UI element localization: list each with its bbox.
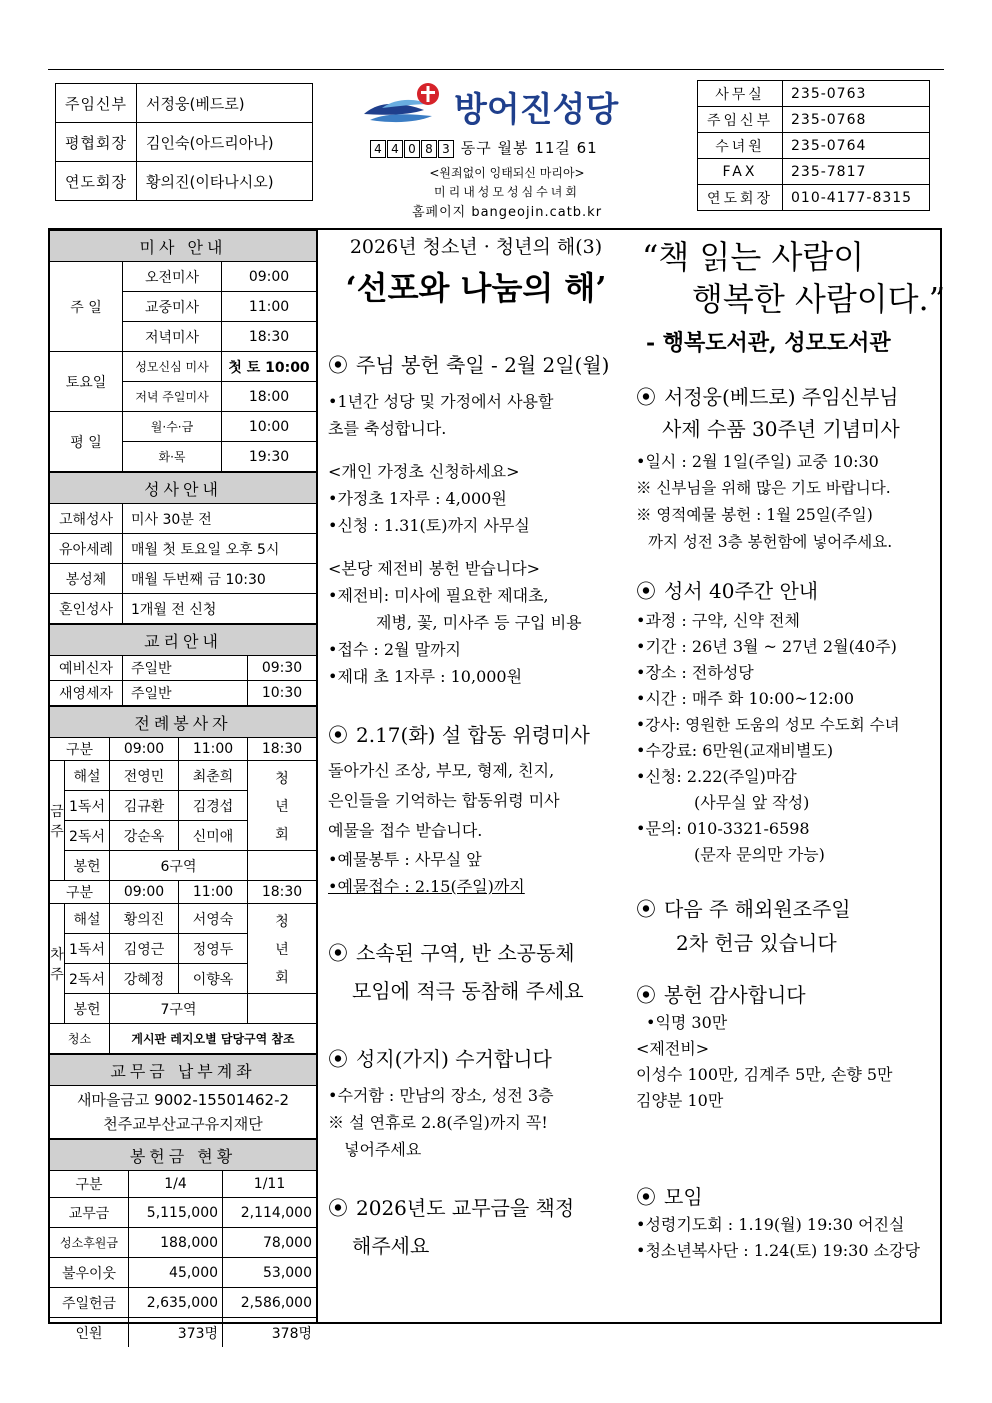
notice-title: ⦿ 서정웅(베드로) 주임신부님 xyxy=(636,382,936,412)
notice-title: 모임에 적극 동참해 주세요 xyxy=(352,979,584,1003)
notice-title: ⦿ 성지(가지) 수거합니다 xyxy=(328,1044,624,1074)
notice-line: •수거함 : 만남의 장소, 성전 3층 xyxy=(328,1086,554,1105)
server-name: 이향옥 xyxy=(178,964,247,994)
catechism-row xyxy=(50,656,316,681)
notice-line: •가정초 1자루 : 4,000원 xyxy=(328,489,507,508)
sacrament-info: 미사 30분 전 xyxy=(123,504,317,534)
column-header: 11:00 xyxy=(178,881,247,904)
offering-amount: 78,000 xyxy=(223,1228,316,1258)
notice-title: ⦿ 주님 봉헌 축일 - 2월 2일(월) xyxy=(328,350,624,380)
contact-row xyxy=(698,107,930,133)
contact-row xyxy=(698,133,930,159)
column-header: 1/4 xyxy=(129,1171,223,1198)
column-header: 11:00 xyxy=(178,738,247,761)
catechism-table xyxy=(50,624,316,706)
offering-amount: 2,635,000 xyxy=(129,1288,223,1318)
notice-meetings xyxy=(636,1182,936,1264)
liturgy-servers-table xyxy=(50,706,316,1054)
catechism-row xyxy=(50,681,316,706)
day-label: 주 일 xyxy=(50,262,123,352)
server-role: 해설 xyxy=(65,761,110,791)
server-name: 서영숙 xyxy=(178,904,247,934)
info-sidebar xyxy=(50,230,316,1347)
offering-amount: 5,115,000 xyxy=(129,1198,223,1228)
offerings-table xyxy=(50,1139,316,1347)
notice-second-collection xyxy=(636,894,936,958)
account-number: 새마을금고 9002-15501462-2 xyxy=(76,1091,290,1109)
cleaning-info: 게시판 레지오별 담당구역 참조 xyxy=(110,1024,317,1054)
notice-community xyxy=(328,938,624,1006)
notice-presentation-feast xyxy=(328,350,624,690)
server-role: 1독서 xyxy=(65,934,110,964)
notice-line: •장소 : 전하성당 xyxy=(636,663,754,682)
section-header: 교무금 납부계좌 xyxy=(50,1055,316,1086)
catechism-group: 새영세자 xyxy=(50,681,123,706)
section-header: 봉헌금 현황 xyxy=(50,1140,316,1171)
column-header: 18:30 xyxy=(248,881,317,904)
notice-anniversary-mass xyxy=(636,382,936,556)
leader-row xyxy=(56,84,313,123)
notice-line: •강사: 영원한 도움의 성모 수도회 수녀 xyxy=(636,716,900,734)
account-info xyxy=(50,1086,316,1139)
cleaning-label: 청소 xyxy=(50,1024,110,1054)
sacrament-name: 고해성사 xyxy=(50,504,123,534)
notice-line: 돌아가신 조상, 부모, 형제, 친지, xyxy=(328,761,555,780)
offering-category: 교무금 xyxy=(50,1198,129,1228)
contact-number: 235-0764 xyxy=(783,133,930,159)
offering-amount: 45,000 xyxy=(129,1258,223,1288)
catechism-class: 주일반 xyxy=(123,656,248,681)
contact-row xyxy=(698,81,930,107)
notice-line: •예물봉투 : 사무실 앞 xyxy=(328,850,482,869)
notice-title: 2차 헌금 있습니다 xyxy=(676,931,837,955)
notice-line: •접수 : 2월 말까지 xyxy=(328,640,462,659)
notice-title: ⦿ 모임 xyxy=(636,1182,936,1212)
offering-district: 7구역 xyxy=(110,994,248,1024)
server-name: 김경섭 xyxy=(178,791,247,821)
notice-line: •문의: 010-3321-6598 xyxy=(636,819,810,838)
mass-time: 18:00 xyxy=(222,382,317,412)
sacrament-info: 매월 두번째 금 10:30 xyxy=(123,564,317,594)
zip-digit: 0 xyxy=(404,140,420,158)
sacrament-row xyxy=(50,504,316,534)
notice-line: 김양분 10만 xyxy=(636,1091,724,1110)
server-youth-char: 청 xyxy=(275,913,289,930)
sacraments-table xyxy=(50,472,316,624)
sacrament-row xyxy=(50,534,316,564)
offering-amount: 188,000 xyxy=(129,1228,223,1258)
zip-digit: 8 xyxy=(421,140,437,158)
server-name: 황의진 xyxy=(110,904,179,934)
mass-name: 저녁 주일미사 xyxy=(123,382,222,412)
notice-line: •성령기도회 : 1.19(월) 19:30 어진실 xyxy=(636,1215,905,1234)
server-row xyxy=(50,761,316,791)
section-header: 전례봉사자 xyxy=(50,707,316,738)
column-header: 18:30 xyxy=(248,738,317,761)
notice-line: 이성수 100만, 김계주 5만, 손향 5만 xyxy=(636,1065,893,1084)
announcements-middle xyxy=(328,232,624,1261)
mass-name: 월·수·금 xyxy=(123,412,222,442)
contact-number: 235-0768 xyxy=(783,107,930,133)
leader-row xyxy=(56,123,313,162)
offering-row xyxy=(50,1288,316,1318)
leader-row xyxy=(56,162,313,201)
notice-line: •제전비: 미사에 필요한 제대초, xyxy=(328,586,549,605)
zip-digit: 3 xyxy=(438,140,454,158)
contact-number: 235-0763 xyxy=(783,81,930,107)
server-name: 강순옥 xyxy=(110,821,179,851)
column-header: 09:00 xyxy=(110,881,179,904)
mass-schedule-table xyxy=(50,230,316,472)
leader-role: 주임신부 xyxy=(56,84,137,123)
parish-logo xyxy=(362,80,652,128)
notice-line: 까지 성전 3층 봉헌함에 넣어주세요. xyxy=(648,533,893,551)
mass-time: 09:00 xyxy=(222,262,317,292)
sacrament-name: 봉성체 xyxy=(50,564,123,594)
contact-row xyxy=(698,159,930,185)
server-role: 2독서 xyxy=(65,964,110,994)
offering-amount: 53,000 xyxy=(223,1258,316,1288)
offering-category: 불우이웃 xyxy=(50,1258,129,1288)
contact-number: 235-7817 xyxy=(783,159,930,185)
notice-title: ⦿ 2.17(화) 설 합동 위령미사 xyxy=(328,720,624,750)
notice-title: ⦿ 소속된 구역, 반 소공동체 xyxy=(328,938,624,968)
notice-line: <제전비> xyxy=(636,1039,710,1058)
parish-address xyxy=(370,137,598,158)
catechism-group: 예비신자 xyxy=(50,656,123,681)
cleaning-row xyxy=(50,1024,316,1054)
mass-name: 교중미사 xyxy=(123,292,222,322)
server-youth-char: 청 xyxy=(275,770,289,787)
leader-role: 평협회장 xyxy=(56,123,137,162)
offering-district: 6구역 xyxy=(110,851,248,881)
leader-name: 서정웅(베드로) xyxy=(137,84,313,123)
leader-name: 황의진(이타나시오) xyxy=(137,162,313,201)
notice-line: ※ 신부님을 위해 많은 기도 바랍니다. xyxy=(636,479,891,497)
parish-emblem-icon xyxy=(362,80,450,128)
notice-title: ⦿ 성서 40주간 안내 xyxy=(636,576,936,606)
notice-thanks xyxy=(636,980,936,1114)
notice-bible-course xyxy=(636,576,936,868)
mass-name: 성모신심 미사 xyxy=(123,352,222,382)
catechism-time: 09:30 xyxy=(248,656,317,681)
section-header: 성사안내 xyxy=(50,473,316,504)
notice-line: (사무실 앞 작성) xyxy=(694,793,810,812)
homepage-link[interactable]: 홈페이지 bangeojin.catb.kr xyxy=(411,205,603,220)
server-name: 김영근 xyxy=(110,934,179,964)
notice-line: 초를 축성합니다. xyxy=(328,419,447,438)
column-header: 1/11 xyxy=(223,1171,316,1198)
server-youth-char: 회 xyxy=(275,826,289,843)
notice-line: ※ 설 연휴로 2.8(주일)까지 꼭! xyxy=(328,1113,548,1132)
congregation-name: 미리내성모성심수녀회 xyxy=(434,185,580,199)
contact-label: 주임신부 xyxy=(698,107,783,133)
leaders-table xyxy=(55,83,313,201)
account-holder: 천주교부산교구유지재단 xyxy=(103,1115,263,1133)
mass-time: 11:00 xyxy=(222,292,317,322)
slogan: <원죄없이 잉태되신 마리아> xyxy=(429,166,585,180)
contacts-table xyxy=(697,80,930,211)
notice-line: •청소년복사단 : 1.24(토) 19:30 소강당 xyxy=(636,1241,920,1260)
notice-palm-collection xyxy=(328,1044,624,1163)
mass-time: 19:30 xyxy=(222,442,317,472)
contact-label: 수녀원 xyxy=(698,133,783,159)
server-role: 해설 xyxy=(65,904,110,934)
section-header: 교리안내 xyxy=(50,625,316,656)
server-name: 정영두 xyxy=(178,934,247,964)
sacrament-row xyxy=(50,594,316,624)
parish-name: 방어진성당 xyxy=(454,90,619,130)
server-role: 봉헌 xyxy=(65,851,110,881)
notice-title: ⦿ 다음 주 해외원조주일 xyxy=(636,894,936,924)
notice-tithe xyxy=(328,1193,624,1261)
server-row xyxy=(50,994,316,1024)
sacrament-info: 매월 첫 토요일 오후 5시 xyxy=(123,534,317,564)
header-rule xyxy=(48,69,944,70)
offering-row xyxy=(50,1228,316,1258)
offering-amount: 378명 xyxy=(223,1318,316,1348)
column-header: 09:00 xyxy=(110,738,179,761)
account-table xyxy=(50,1054,316,1139)
mass-time: 10:00 xyxy=(222,412,317,442)
server-name: 전영민 xyxy=(110,761,179,791)
server-youth-char: 년 xyxy=(275,798,289,815)
quote-source: - 행복도서관, 성모도서관 xyxy=(646,330,891,356)
server-role: 봉헌 xyxy=(65,994,110,1024)
notice-line: •신청: 2.22(주일)마감 xyxy=(636,767,797,786)
server-name: 김규환 xyxy=(110,791,179,821)
address-text: 동구 월봉 11길 61 xyxy=(460,139,598,157)
offering-row xyxy=(50,1198,316,1228)
offering-row xyxy=(50,1318,316,1348)
offerings-header-row xyxy=(50,1171,316,1198)
mass-time: 첫 토 10:00 xyxy=(222,352,317,382)
notice-line: ※ 영적예물 봉헌 : 1월 25일(주일) xyxy=(636,506,873,524)
leader-name: 김인숙(아드리아나) xyxy=(137,123,313,162)
notice-line: (문자 문의만 가능) xyxy=(694,845,825,864)
column-header: 구분 xyxy=(50,738,110,761)
column-header: 구분 xyxy=(50,1171,129,1198)
notice-line: 은인들을 기억하는 합동위령 미사 xyxy=(328,791,560,810)
notice-line: •제대 초 1자루 : 10,000원 xyxy=(328,667,523,686)
notice-line: 제병, 꽃, 미사주 등 구입 비용 xyxy=(376,613,582,632)
server-row xyxy=(50,904,316,934)
year-theme-line: 2026년 청소년 · 청년의 해(3) xyxy=(349,236,603,258)
server-row xyxy=(50,851,316,881)
catechism-class: 주일반 xyxy=(123,681,248,706)
notice-line: 넣어주세요 xyxy=(344,1140,422,1159)
notice-line: •1년간 성당 및 가정에서 사용할 xyxy=(328,392,554,411)
notice-title: ⦿ 2026년도 교무금을 책정 xyxy=(328,1193,624,1223)
mass-name: 화·목 xyxy=(123,442,222,472)
server-name: 최춘희 xyxy=(178,761,247,791)
server-role: 2독서 xyxy=(65,821,110,851)
server-youth xyxy=(248,904,317,994)
year-theme-title: ‘선포와 나눔의 해’ xyxy=(345,269,607,307)
notice-line: •과정 : 구약, 신약 전체 xyxy=(636,611,800,630)
contact-label: 사무실 xyxy=(698,81,783,107)
server-name: 신미애 xyxy=(178,821,247,851)
contact-row xyxy=(698,185,930,211)
zip-digit: 4 xyxy=(370,140,386,158)
sacrament-name: 유아세례 xyxy=(50,534,123,564)
week-label: 차주 xyxy=(50,904,65,1024)
leader-role: 연도회장 xyxy=(56,162,137,201)
notice-line: •기간 : 26년 3월 ~ 27년 2월(40주) xyxy=(636,637,897,656)
offering-amount: 2,586,000 xyxy=(223,1288,316,1318)
sacrament-info: 1개월 전 신청 xyxy=(123,594,317,624)
notice-title: ⦿ 봉헌 감사합니다 xyxy=(636,980,936,1010)
notice-line: <본당 제전비 봉헌 받습니다> xyxy=(328,559,541,578)
notice-line: •시간 : 매주 화 10:00~12:00 xyxy=(636,689,855,708)
catechism-time: 10:30 xyxy=(248,681,317,706)
mass-row xyxy=(50,352,316,382)
offering-amount: 373명 xyxy=(129,1318,223,1348)
mass-name: 오전미사 xyxy=(123,262,222,292)
day-label: 토요일 xyxy=(50,352,123,412)
day-label: 평 일 xyxy=(50,412,123,472)
mass-name: 저녁미사 xyxy=(123,322,222,352)
offering-category: 주일헌금 xyxy=(50,1288,129,1318)
contact-label: FAX xyxy=(698,159,783,185)
announcements-right xyxy=(636,236,946,1264)
server-role: 1독서 xyxy=(65,791,110,821)
column-divider xyxy=(316,229,318,1323)
notice-line: •익명 30만 xyxy=(646,1013,728,1032)
week-label: 금주 xyxy=(50,761,65,881)
mass-time: 18:30 xyxy=(222,322,317,352)
zip-digit: 4 xyxy=(387,140,403,158)
notice-title: 해주세요 xyxy=(352,1234,430,1258)
notice-line: •수강료: 6만원(교재비별도) xyxy=(636,741,834,760)
mass-row xyxy=(50,412,316,442)
notice-line: 예물을 접수 받습니다. xyxy=(328,821,483,840)
contact-number: 010-4177-8315 xyxy=(783,185,930,211)
column-header: 구분 xyxy=(50,881,110,904)
notice-memorial-mass xyxy=(328,720,624,900)
server-youth-char: 회 xyxy=(275,969,289,986)
zip-code xyxy=(370,139,455,157)
notice-line: <개인 가정초 신청하세요> xyxy=(328,462,520,481)
notice-line: •예물접수 : 2.15(주일)까지 xyxy=(328,877,525,896)
server-youth-char: 년 xyxy=(275,941,289,958)
quote-line: “책 읽는 사람이 xyxy=(642,238,865,276)
notice-line: •신청 : 1.31(토)까지 사무실 xyxy=(328,516,530,535)
server-name: 강혜정 xyxy=(110,964,179,994)
mass-row xyxy=(50,262,316,292)
sacrament-row xyxy=(50,564,316,594)
quote-line: 행복한 사람이다.” xyxy=(692,280,946,318)
sacrament-name: 혼인성사 xyxy=(50,594,123,624)
section-header: 미사 안내 xyxy=(50,231,316,262)
servers-header-row xyxy=(50,738,316,761)
notice-line: •일시 : 2월 1일(주일) 교중 10:30 xyxy=(636,452,879,471)
offering-row xyxy=(50,1258,316,1288)
contact-label: 연도회장 xyxy=(698,185,783,211)
servers-header-row xyxy=(50,881,316,904)
notice-title: 사제 수품 30주년 기념미사 xyxy=(662,417,900,441)
offering-amount: 2,114,000 xyxy=(223,1198,316,1228)
offering-category: 성소후원금 xyxy=(50,1228,129,1258)
server-youth xyxy=(248,761,317,851)
offering-category: 인원 xyxy=(50,1318,129,1348)
